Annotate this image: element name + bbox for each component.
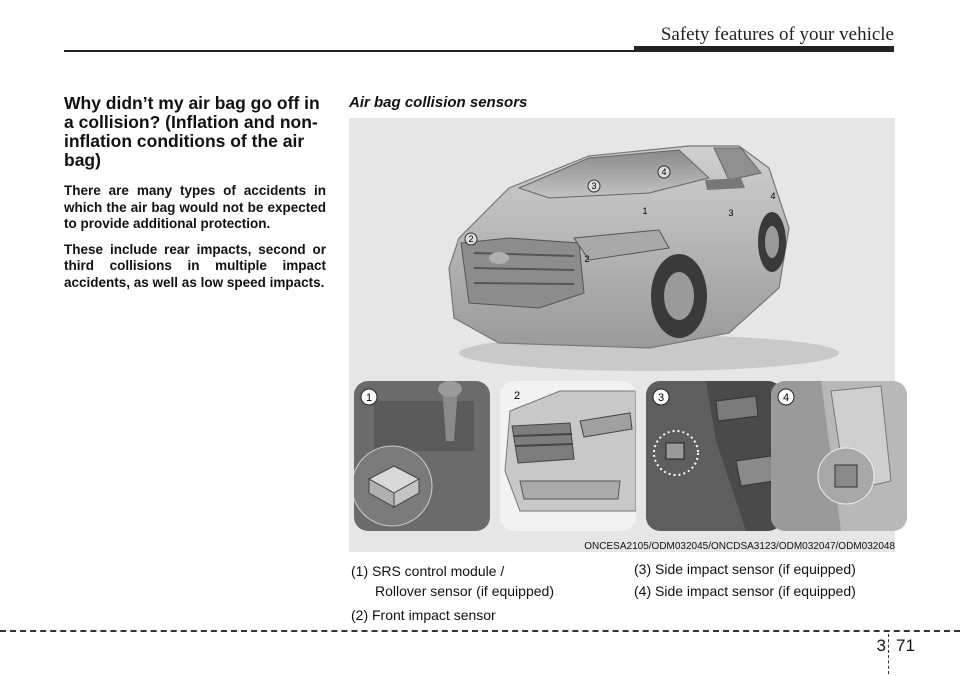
callout-3a: 3 [591, 181, 597, 191]
figure [349, 118, 895, 552]
inset-2-label: 2 [514, 390, 521, 402]
chapter-number: 3 [876, 636, 886, 655]
caption-1: (1) SRS control module / [351, 563, 505, 579]
footer-rule [0, 630, 960, 632]
caption-right [634, 559, 856, 601]
caption-left [351, 561, 554, 625]
callout-4a: 4 [661, 167, 667, 177]
paragraph-2: These include rear impacts, second or third collisions in multiple impact accidents, as well as low speed impacts. [64, 241, 326, 290]
left-column [64, 94, 326, 300]
inset-4-side-sensor [771, 381, 907, 531]
inset-1-srs-module [354, 381, 490, 531]
page-number: 71 [896, 636, 915, 655]
inset-3-label: 3 [657, 392, 665, 404]
caption-4: (4) Side impact sensor (if equipped) [634, 583, 856, 599]
car-body-shape [449, 146, 839, 371]
figure-ref-code: ONCESA2105/ODM032045/ONCDSA3123/ODM032047/ODM032048 [584, 541, 895, 552]
paragraph-1: There are many types of accidents in which the air bag would not be expected to provide additional protection. [64, 183, 326, 231]
page-divider [888, 634, 889, 674]
callout-2b: 2 [584, 254, 590, 264]
section-heading: Why didn’t my air bag go off in a collision? (Inflation and non-inflation conditions of the air bag) [64, 93, 320, 170]
callout-1: 1 [642, 206, 648, 216]
callout-2a: 2 [468, 234, 474, 244]
callout-4b: 4 [770, 191, 776, 201]
caption-2: (2) Front impact sensor [351, 607, 496, 623]
figure-heading: Air bag collision sensors [349, 94, 528, 111]
callout-3b: 3 [728, 208, 734, 218]
inset-3-side-sensor [646, 381, 782, 531]
inset-2-front-sensor [500, 381, 636, 531]
caption-3: (3) Side impact sensor (if equipped) [634, 561, 856, 577]
car-illustration [349, 118, 895, 380]
header-rule-accent [634, 46, 894, 52]
header-title: Safety features of your vehicle [660, 24, 894, 45]
caption-1-cont: Rollover sensor (if equipped) [375, 583, 554, 599]
inset-1-label: 1 [365, 392, 373, 404]
inset-4-label: 4 [782, 392, 790, 404]
